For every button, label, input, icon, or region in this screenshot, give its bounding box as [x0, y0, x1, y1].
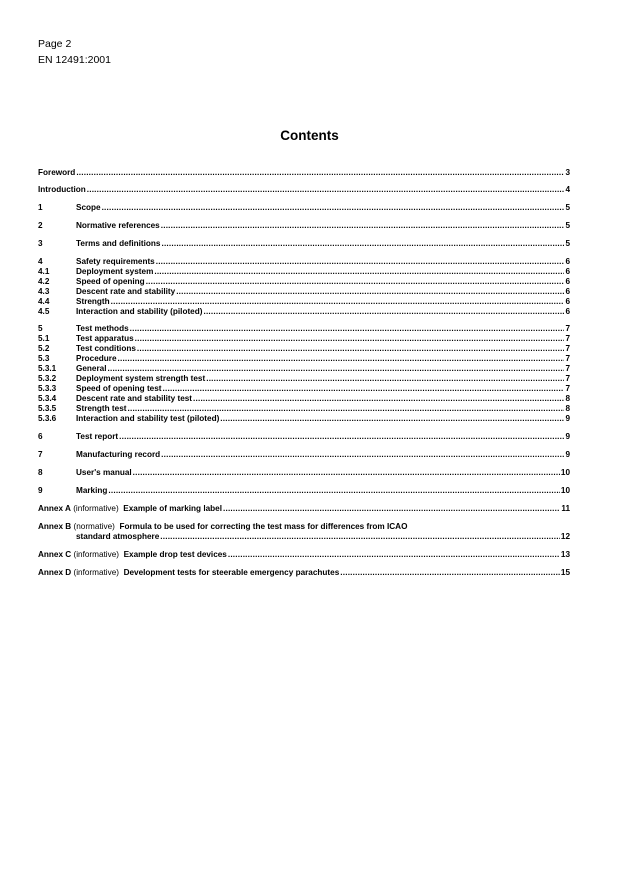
toc-number: 4.4: [38, 297, 50, 306]
toc-leader: [87, 185, 565, 195]
toc-number: 5.3: [38, 354, 50, 363]
toc-leader: [228, 550, 560, 560]
toc-number: 8: [38, 468, 43, 477]
toc-label: Introduction: [38, 185, 86, 194]
toc-number: 4: [38, 257, 43, 266]
toc-page: 7: [565, 384, 570, 393]
toc-entry-4[interactable]: [38, 257, 570, 267]
toc-label: General: [76, 364, 107, 373]
annex-name: Annex D: [38, 568, 72, 577]
toc-number: 5.1: [38, 334, 50, 343]
toc-leader: [118, 354, 565, 364]
toc-entry-5-3-4[interactable]: [38, 394, 570, 404]
annex-type: (informative): [73, 550, 119, 559]
toc-number: 4.1: [38, 267, 50, 276]
toc-number: 5.3.2: [38, 374, 57, 383]
toc-label: Normative references: [76, 221, 160, 230]
toc-entry-introduction[interactable]: [38, 185, 570, 195]
toc-number: 5.3.4: [38, 394, 57, 403]
toc-number: 2: [38, 221, 43, 230]
toc-entry-4-2[interactable]: [38, 277, 570, 287]
toc-number: 5.3.5: [38, 404, 57, 413]
toc-page: 9: [565, 450, 570, 459]
annex-type: (informative): [73, 504, 119, 513]
toc-entry-5-3-1[interactable]: [38, 364, 570, 374]
toc-label: Terms and definitions: [76, 239, 161, 248]
toc-label: User's manual: [76, 468, 132, 477]
toc-page: 7: [565, 354, 570, 363]
toc-page: 5: [565, 239, 570, 248]
toc-entry-1[interactable]: [38, 203, 570, 213]
toc-entry-5[interactable]: [38, 324, 570, 334]
toc-page: 9: [565, 414, 570, 423]
annex-name: Annex A: [38, 504, 71, 513]
toc-number: 1: [38, 203, 43, 212]
toc-label: Interaction and stability (piloted): [76, 307, 203, 316]
toc-entry-6[interactable]: [38, 432, 570, 442]
toc-entry-annex-a[interactable]: [38, 504, 570, 514]
toc-page: 7: [565, 374, 570, 383]
contents-title: Contents: [280, 128, 339, 143]
toc-leader: [154, 267, 564, 277]
toc-leader: [161, 239, 564, 249]
toc-label: Development tests for steerable emergency parachutes: [123, 568, 340, 577]
toc-leader: [193, 394, 564, 404]
toc-leader: [108, 364, 565, 374]
annex-name: Annex C: [38, 550, 72, 559]
toc-label: Descent rate and stability test: [76, 394, 193, 403]
toc-leader: [160, 532, 560, 542]
toc-number: 7: [38, 450, 43, 459]
toc-label: Example of marking label: [123, 504, 222, 513]
toc-label: Manufacturing record: [76, 450, 161, 459]
toc-entry-5-3-3[interactable]: [38, 384, 570, 394]
toc-label: Test methods: [76, 324, 129, 333]
toc-label: Procedure: [76, 354, 117, 363]
toc-page: 5: [565, 221, 570, 230]
toc-entry-7[interactable]: [38, 450, 570, 460]
table-of-contents: [38, 168, 570, 578]
toc-number: 3: [38, 239, 43, 248]
toc-entry-foreword[interactable]: [38, 168, 570, 178]
toc-page: 3: [565, 168, 570, 177]
toc-label: Marking: [76, 486, 108, 495]
toc-entry-4-4[interactable]: [38, 297, 570, 307]
toc-number: 5.3.1: [38, 364, 57, 373]
toc-number: 4.2: [38, 277, 50, 286]
toc-entry-3[interactable]: [38, 239, 570, 249]
toc-label: Formula to be used for correcting the test mass for differences from ICAO: [119, 522, 408, 531]
toc-page: 7: [565, 364, 570, 373]
toc-leader: [176, 287, 564, 297]
toc-page: 7: [565, 324, 570, 333]
toc-page: 15: [560, 568, 570, 577]
toc-label: Interaction and stability test (piloted): [76, 414, 220, 423]
toc-label: Test apparatus: [76, 334, 134, 343]
toc-page: 11: [561, 504, 570, 513]
toc-leader: [161, 450, 564, 460]
toc-number: 5: [38, 324, 43, 333]
toc-leader: [206, 374, 564, 384]
toc-label: Scope: [76, 203, 101, 212]
toc-label: Deployment system strength test: [76, 374, 206, 383]
toc-entry-5-1[interactable]: [38, 334, 570, 344]
page-header: [38, 36, 111, 68]
toc-leader: [137, 344, 565, 354]
toc-entry-4-5[interactable]: [38, 307, 570, 317]
annex-type: (informative): [73, 568, 119, 577]
toc-leader: [108, 486, 559, 496]
toc-label: Test report: [76, 432, 119, 441]
toc-page: 6: [565, 257, 570, 266]
toc-number: 5.3.3: [38, 384, 57, 393]
toc-leader: [220, 414, 564, 424]
toc-leader: [102, 203, 565, 213]
toc-entry-5-3-6[interactable]: [38, 414, 570, 424]
toc-leader: [146, 277, 565, 287]
toc-leader: [128, 404, 565, 414]
page-number: Page 2: [38, 38, 72, 50]
toc-page: 4: [565, 185, 570, 194]
toc-leader: [76, 168, 564, 178]
toc-leader: [130, 324, 565, 334]
toc-page: 9: [565, 432, 570, 441]
annex-type: (normative): [73, 522, 115, 531]
toc-entry-9[interactable]: [38, 486, 570, 496]
toc-entry-2[interactable]: [38, 221, 570, 231]
toc-leader: [135, 334, 565, 344]
toc-leader: [223, 504, 560, 514]
toc-number: 6: [38, 432, 43, 441]
toc-label: Strength test: [76, 404, 127, 413]
toc-number: 5.3.6: [38, 414, 57, 423]
toc-page: 6: [565, 297, 570, 306]
toc-page: 7: [565, 334, 570, 343]
toc-label: Strength: [76, 297, 110, 306]
toc-label: Foreword: [38, 168, 76, 177]
annex-name: Annex B: [38, 522, 72, 531]
toc-leader: [133, 468, 560, 478]
toc-page: 10: [560, 468, 570, 477]
toc-label: Speed of opening: [76, 277, 145, 286]
toc-page: 10: [560, 486, 570, 495]
toc-entry-5-3-2[interactable]: [38, 374, 570, 384]
toc-leader: [156, 257, 565, 267]
toc-entry-annex-b-cont[interactable]: [38, 532, 570, 542]
toc-page: 8: [565, 404, 570, 413]
toc-leader: [161, 221, 565, 231]
toc-label: Test conditions: [76, 344, 136, 353]
toc-leader: [111, 297, 565, 307]
toc-page: 6: [565, 267, 570, 276]
toc-entry-annex-c[interactable]: [38, 550, 570, 560]
toc-label: Example drop test devices: [123, 550, 227, 559]
toc-entry-5-3[interactable]: [38, 354, 570, 364]
toc-page: 12: [560, 532, 570, 541]
toc-number: 4.3: [38, 287, 50, 296]
toc-entry-annex-b[interactable]: [38, 522, 570, 532]
toc-number: 4.5: [38, 307, 50, 316]
toc-number: 9: [38, 486, 43, 495]
toc-label: Deployment system: [76, 267, 154, 276]
toc-number: 5.2: [38, 344, 50, 353]
toc-label: Safety requirements: [76, 257, 155, 266]
toc-page: 8: [565, 394, 570, 403]
toc-page: 6: [565, 277, 570, 286]
toc-page: 13: [560, 550, 570, 559]
toc-page: 5: [565, 203, 570, 212]
toc-entry-annex-d[interactable]: [38, 568, 570, 578]
toc-page: 6: [565, 307, 570, 316]
standard-number: EN 12491:2001: [38, 54, 111, 66]
toc-page: 6: [565, 287, 570, 296]
toc-label: Descent rate and stability: [76, 287, 176, 296]
toc-leader: [340, 568, 560, 578]
toc-entry-8[interactable]: [38, 468, 570, 478]
toc-leader: [203, 307, 564, 317]
toc-page: 7: [565, 344, 570, 353]
toc-label: Speed of opening test: [76, 384, 162, 393]
toc-entry-5-2[interactable]: [38, 344, 570, 354]
toc-entry-4-1[interactable]: [38, 267, 570, 277]
toc-entry-4-3[interactable]: [38, 287, 570, 297]
toc-label-cont: standard atmosphere: [76, 532, 160, 541]
toc-leader: [163, 384, 565, 394]
toc-entry-5-3-5[interactable]: [38, 404, 570, 414]
toc-leader: [119, 432, 564, 442]
